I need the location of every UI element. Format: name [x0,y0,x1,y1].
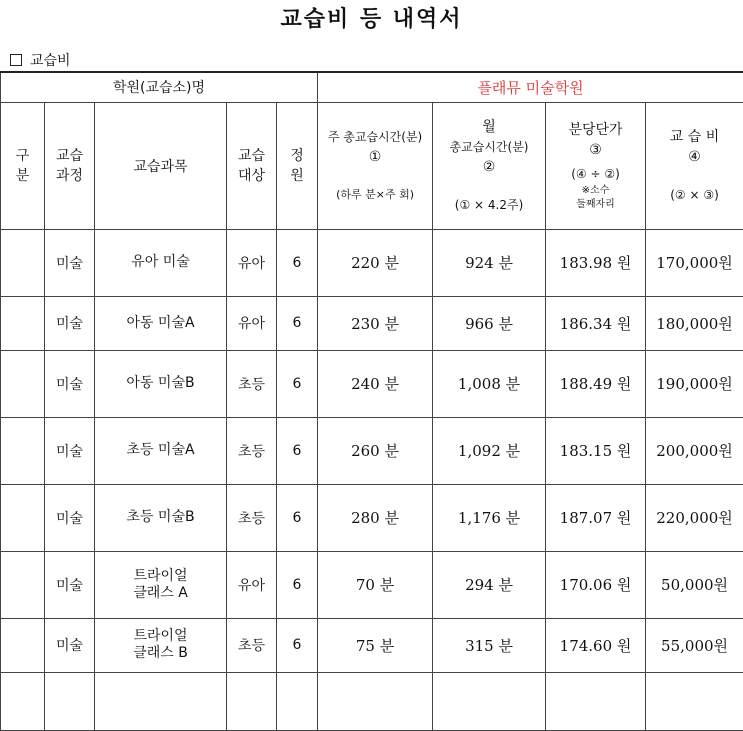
weekly-minutes-cell: 230 분 [318,296,433,350]
academy-label: 학원(교습소)명 [1,72,318,102]
target-cell: 초등 [227,484,277,551]
capacity-cell: 6 [277,484,318,551]
unit-price-cell: 187.07 원 [546,484,646,551]
header-fee: 교 습 비 ④ (② × ③) [646,102,743,229]
table-row [1,551,743,618]
category-cell [1,350,45,417]
checkbox-square-icon [10,54,22,66]
category-cell [1,417,45,484]
course-cell: 미술 [45,229,95,296]
subject-cell: 초등 미술B [95,484,227,551]
target-cell: 초등 [227,417,277,484]
fee-cell: 170,000원 [646,229,743,296]
subject-cell: 트라이얼 클래스 B [95,618,227,672]
monthly-minutes-cell: 294 분 [433,551,546,618]
header-category: 구 분 [1,102,45,229]
header-course: 교습 과정 [45,102,95,229]
category-cell [1,296,45,350]
fee-table [0,71,743,731]
document-title: 교습비 등 내역서 [0,2,743,33]
subject-cell: 트라이얼 클래스 A [95,551,227,618]
course-cell: 미술 [45,618,95,672]
academy-name: 플래뮤 미술학원 [318,72,743,102]
monthly-minutes-cell: 1,176 분 [433,484,546,551]
category-cell [1,484,45,551]
category-cell [1,229,45,296]
subject-cell: 아동 미술B [95,350,227,417]
monthly-minutes-cell: 1,092 분 [433,417,546,484]
target-cell: 초등 [227,350,277,417]
unit-price-cell: 174.60 원 [546,618,646,672]
subject-cell: 아동 미술A [95,296,227,350]
fee-cell: 180,000원 [646,296,743,350]
weekly-minutes-cell: 240 분 [318,350,433,417]
target-cell: 유아 [227,296,277,350]
capacity-cell: 6 [277,417,318,484]
header-target: 교습 대상 [227,102,277,229]
header-unit-price: 분당단가 ③ (④ ÷ ②) ※소수 둘째자리 [546,102,646,229]
course-cell: 미술 [45,296,95,350]
header-subject: 교습과목 [95,102,227,229]
table-row [1,350,743,417]
fee-cell: 190,000원 [646,350,743,417]
weekly-minutes-cell: 280 분 [318,484,433,551]
weekly-minutes-cell: 260 분 [318,417,433,484]
header-row [1,102,743,229]
empty-row [1,672,743,730]
monthly-minutes-cell: 1,008 분 [433,350,546,417]
course-cell: 미술 [45,551,95,618]
capacity-cell: 6 [277,296,318,350]
header-weekly-minutes: 주 총교습시간(분) ① (하루 분×주 회) [318,102,433,229]
table-row [1,484,743,551]
header-capacity: 정 원 [277,102,318,229]
fee-cell: 50,000원 [646,551,743,618]
capacity-cell: 6 [277,350,318,417]
table-row [1,417,743,484]
monthly-minutes-cell: 924 분 [433,229,546,296]
monthly-minutes-cell: 966 분 [433,296,546,350]
target-cell: 유아 [227,551,277,618]
capacity-cell: 6 [277,229,318,296]
academy-row [1,72,743,102]
fee-cell: 220,000원 [646,484,743,551]
unit-price-cell: 170.06 원 [546,551,646,618]
course-cell: 미술 [45,350,95,417]
section-label: 교습비 [30,53,71,69]
capacity-cell: 6 [277,551,318,618]
unit-price-cell: 183.15 원 [546,417,646,484]
course-cell: 미술 [45,484,95,551]
header-monthly-minutes: 월 총교습시간(분) ② (① × 4.2주) [433,102,546,229]
section-heading [10,50,71,70]
unit-price-cell: 186.34 원 [546,296,646,350]
table-row [1,618,743,672]
target-cell: 유아 [227,229,277,296]
target-cell: 초등 [227,618,277,672]
weekly-minutes-cell: 70 분 [318,551,433,618]
fee-cell: 55,000원 [646,618,743,672]
capacity-cell: 6 [277,618,318,672]
unit-price-cell: 188.49 원 [546,350,646,417]
weekly-minutes-cell: 220 분 [318,229,433,296]
category-cell [1,618,45,672]
subject-cell: 유아 미술 [95,229,227,296]
course-cell: 미술 [45,417,95,484]
monthly-minutes-cell: 315 분 [433,618,546,672]
subject-cell: 초등 미술A [95,417,227,484]
fee-cell: 200,000원 [646,417,743,484]
weekly-minutes-cell: 75 분 [318,618,433,672]
table-row [1,229,743,296]
unit-price-cell: 183.98 원 [546,229,646,296]
table-row [1,296,743,350]
category-cell [1,551,45,618]
